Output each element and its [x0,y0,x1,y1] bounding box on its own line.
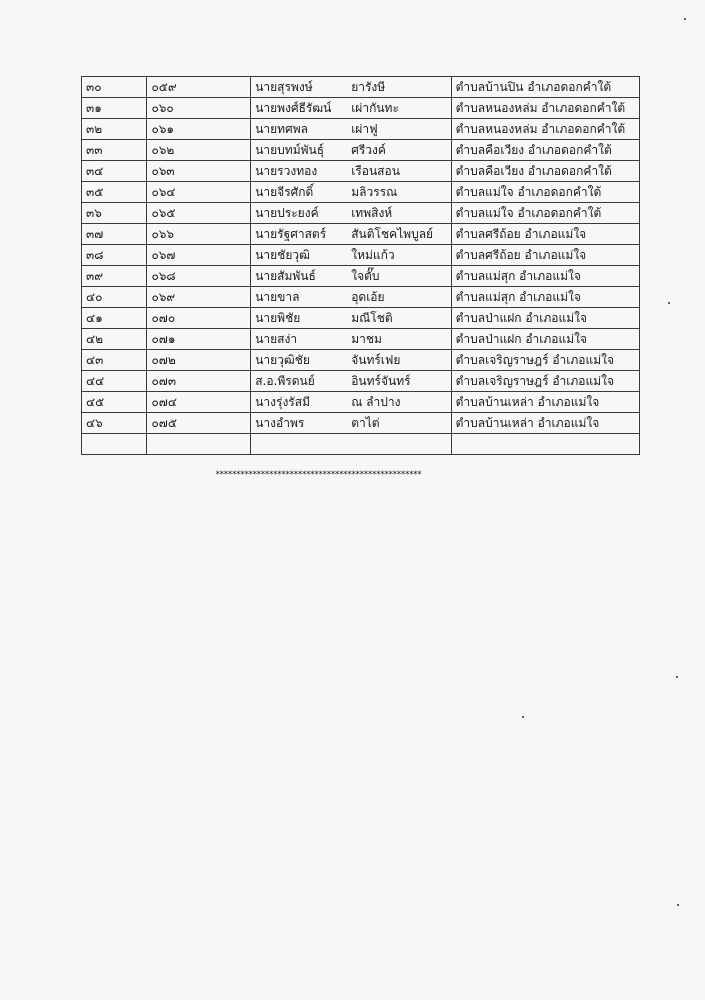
name-cell [251,245,451,266]
given-name: นางอำพร [255,416,305,430]
row-number-cell: ๔๒ [82,329,147,350]
given-name: นายจีรศักดิ์ [255,185,314,199]
surname: ใหม่แก้ว [351,248,395,262]
address-cell: ตำบลหนองหล่ม อำเภอดอกคำใต้ [451,119,639,140]
table-row [82,182,640,203]
row-number-cell: ๔๖ [82,413,147,434]
code-cell: ๐๖๐ [147,98,251,119]
name-cell [251,119,451,140]
code-cell: ๐๗๓ [147,371,251,392]
code-cell: ๐๗๔ [147,392,251,413]
address-cell: ตำบลศรีถ้อย อำเภอแม่ใจ [451,245,639,266]
scan-speck [676,676,678,678]
address-cell: ตำบลบ้านเหล่า อำเภอแม่ใจ [451,413,639,434]
table-row [82,392,640,413]
given-name: นายชัยวุฒิ [255,248,310,262]
row-number-cell: ๓๖ [82,203,147,224]
address-cell: ตำบลแม่สุก อำเภอแม่ใจ [451,266,639,287]
scan-speck [677,904,679,906]
surname: อินทร์จันทร์ [351,374,411,388]
given-name: นายรัฐศาสตร์ [255,227,327,241]
code-cell: ๐๗๑ [147,329,251,350]
table-row [82,140,640,161]
surname: ใจตั๊บ [351,269,380,283]
surname: ณ ลำปาง [351,395,401,409]
code-cell: ๐๖๒ [147,140,251,161]
given-name: นายทศพล [255,122,308,136]
code-cell: ๐๖๖ [147,224,251,245]
code-cell [147,434,251,455]
name-cell [251,98,451,119]
surname: ตาไต่ [351,416,380,430]
table-row [82,371,640,392]
address-cell: ตำบลศรีถ้อย อำเภอแม่ใจ [451,224,639,245]
address-cell: ตำบลคือเวียง อำเภอดอกคำใต้ [451,161,639,182]
table-row [82,98,640,119]
given-name: นายพิชัย [255,311,301,325]
surname: เผ่ากันทะ [351,101,399,115]
address-cell: ตำบลคือเวียง อำเภอดอกคำใต้ [451,140,639,161]
table-row [82,266,640,287]
address-cell: ตำบลแม่สุก อำเภอแม่ใจ [451,287,639,308]
name-cell [251,161,451,182]
given-name: นายบทม์พันธุ์ [255,143,325,157]
table-row [82,287,640,308]
address-cell: ตำบลป่าแฝก อำเภอแม่ใจ [451,308,639,329]
surname: อุดเอ้ย [351,290,385,304]
address-cell: ตำบลแม่ใจ อำเภอดอกคำใต้ [451,203,639,224]
address-cell: ตำบลป่าแฝก อำเภอแม่ใจ [451,329,639,350]
roster-body [82,77,640,455]
given-name: นายพงศ์ธีรัฒน์ [255,101,332,115]
code-cell: ๐๖๘ [147,266,251,287]
address-cell: ตำบลบ้านเหล่า อำเภอแม่ใจ [451,392,639,413]
address-cell: ตำบลแม่ใจ อำเภอดอกคำใต้ [451,182,639,203]
table-row [82,224,640,245]
name-cell [251,77,451,98]
given-name: นายสุรพงษ์ [255,80,313,94]
table-row [82,329,640,350]
code-cell: ๐๖๑ [147,119,251,140]
row-number-cell: ๓๓ [82,140,147,161]
surname: สันติโชคไพบูลย์ [351,227,434,241]
row-number-cell: ๔๐ [82,287,147,308]
name-cell [251,266,451,287]
address-cell: ตำบลบ้านปิน อำเภอดอกคำใต้ [451,77,639,98]
table-row [82,119,640,140]
given-name: นายรวงทอง [255,164,318,178]
address-cell: ตำบลเจริญราษฎร์ อำเภอแม่ใจ [451,350,639,371]
row-number-cell: ๓๒ [82,119,147,140]
table-row [82,308,640,329]
code-cell: ๐๗๒ [147,350,251,371]
name-cell [251,287,451,308]
given-name: นายประยงค์ [255,206,319,220]
row-number-cell: ๓๔ [82,161,147,182]
surname: มณีโชติ [351,311,393,325]
scan-speck [668,302,670,304]
surname: เรือนสอน [351,164,400,178]
code-cell: ๐๖๕ [147,203,251,224]
name-cell [251,224,451,245]
table-row [82,350,640,371]
scan-speck [684,18,686,20]
address-cell: ตำบลหนองหล่ม อำเภอดอกคำใต้ [451,98,639,119]
table-row [82,203,640,224]
code-cell: ๐๗๐ [147,308,251,329]
row-number-cell: ๔๓ [82,350,147,371]
row-number-cell: ๓๑ [82,98,147,119]
name-cell [251,182,451,203]
table-row [82,245,640,266]
code-cell: ๐๗๕ [147,413,251,434]
code-cell: ๐๖๓ [147,161,251,182]
name-cell [251,350,451,371]
given-name: นางรุ่งรัสมี [255,395,310,409]
code-cell: ๐๕๙ [147,77,251,98]
address-cell: ตำบลเจริญราษฎร์ อำเภอแม่ใจ [451,371,639,392]
row-number-cell: ๓๘ [82,245,147,266]
row-number-cell: ๔๔ [82,371,147,392]
given-name: ส.อ.พีรดนย์ [255,374,315,388]
address-cell [451,434,639,455]
name-cell [251,140,451,161]
row-number-cell [82,434,147,455]
surname: มลิวรรณ [351,185,398,199]
code-cell: ๐๖๔ [147,182,251,203]
code-cell: ๐๖๙ [147,287,251,308]
given-name: นายขาล [255,290,300,304]
name-cell [251,203,451,224]
row-number-cell: ๓๐ [82,77,147,98]
row-number-cell: ๓๗ [82,224,147,245]
surname: ศรีวงค์ [351,143,386,157]
given-name: นายสัมพันธ์ [255,269,316,283]
row-number-cell: ๓๕ [82,182,147,203]
row-number-cell: ๓๙ [82,266,147,287]
name-cell [251,371,451,392]
given-name: นายวุฒิชัย [255,353,310,367]
table-row [82,161,640,182]
table-row [82,434,640,455]
end-divider: ************************************************** [215,470,421,480]
surname: เผ่าฟู [351,122,378,136]
name-cell [251,413,451,434]
surname: ยารังษี [351,80,386,94]
table-row [82,77,640,98]
scan-speck [522,716,524,718]
given-name: นายสง่า [255,332,298,346]
row-number-cell: ๔๑ [82,308,147,329]
name-cell [251,308,451,329]
name-cell [251,392,451,413]
roster-table [81,76,640,455]
surname: มาชม [351,332,382,346]
surname: เทพสิงห์ [351,206,393,220]
row-number-cell: ๔๕ [82,392,147,413]
name-cell [251,329,451,350]
surname: จันทร์เฟย [351,353,401,367]
code-cell: ๐๖๗ [147,245,251,266]
table-row [82,413,640,434]
name-cell [251,434,451,455]
